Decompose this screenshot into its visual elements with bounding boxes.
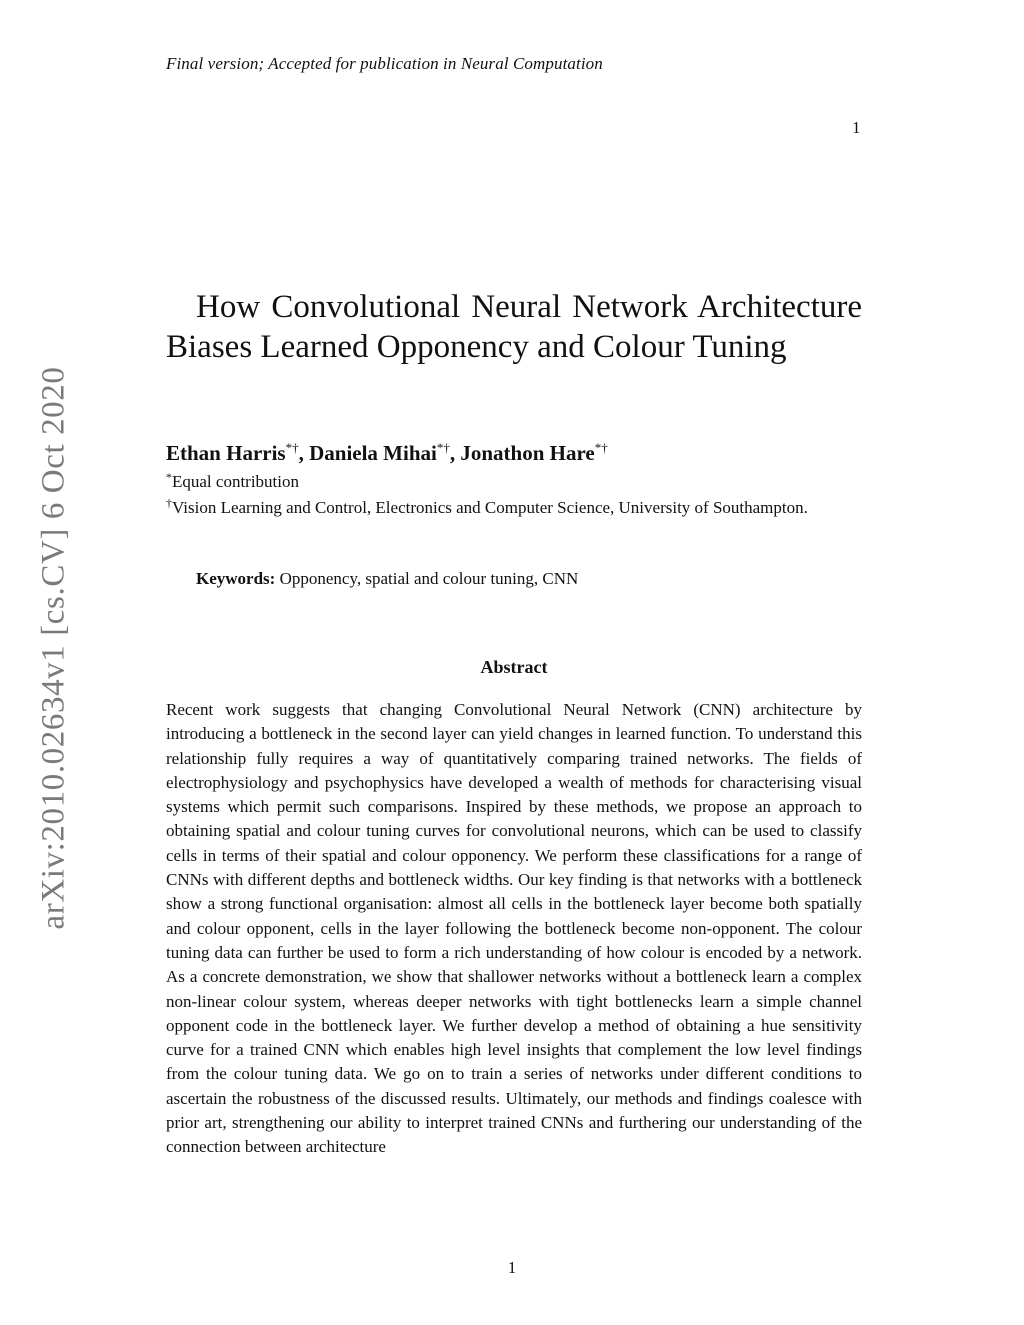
keywords bbox=[196, 569, 578, 589]
arxiv-identifier-stamp: arXiv:2010.02634v1 [cs.CV] 6 Oct 2020 bbox=[35, 366, 72, 930]
affiliation-text: Vision Learning and Control, Electronics and Computer Science, University of Southampton. bbox=[172, 498, 808, 517]
affiliation-mark: † bbox=[166, 496, 172, 510]
author-affiliation-marks: *† bbox=[594, 440, 608, 455]
affiliation-equal-contribution bbox=[166, 469, 299, 494]
abstract-heading: Abstract bbox=[480, 657, 548, 677]
footer-page-number: 1 bbox=[507, 1258, 517, 1277]
author-name: Daniela Mihai bbox=[309, 441, 437, 465]
running-header: Final version; Accepted for publication in Neural Computation bbox=[166, 54, 603, 73]
affiliation-text: Equal contribution bbox=[172, 472, 300, 491]
author-separator: , bbox=[449, 441, 461, 465]
affiliation-institution bbox=[166, 495, 890, 520]
header-page-number: 1 bbox=[852, 118, 861, 137]
keywords-text: Opponency, spatial and colour tuning, CNN bbox=[279, 569, 579, 588]
keywords-label: Keywords: bbox=[196, 569, 276, 588]
abstract-body: Recent work suggests that changing Convolutional Neural Network (CNN) architecture by introducing a bottleneck in the second layer can yield changes in learned function. To understand this relationship fully requires a way of quantitatively comparing trained networks. The fields of electrophysiology and psychophysics have developed a wealth of methods for characterising visual systems which permit such comparisons. Inspired by these methods, we propose an approach to obtaining spatial and colour tuning curves for convolutional neurons, which can be used to classify cells in terms of their spatial and colour opponency. We perform these classifications for a range of CNNs with different depths and bottleneck widths. Our key finding is that networks with a bottleneck show a strong functional organisation: almost all cells in the bottleneck layer become both spatially and colour opponent, cells in the layer following the bottleneck become non-opponent. The colour tuning data can further be used to form a rich understanding of how colour is encoded by a network. As a concrete demonstration, we show that shallower networks without a bottleneck learn a complex non-linear colour system, whereas deeper networks with tight bottlenecks learn a simple channel opponent code in the bottleneck layer. We further develop a method of obtaining a hue sensitivity curve for a trained CNN which enables high level insights that complement the low level findings from the colour tuning data. We go on to train a series of networks under different conditions to ascertain the robustness of the discussed results. Ultimately, our methods and findings coalesce with prior art, strengthening our ability to interpret trained CNNs and furthering our understanding of the connection between architecture bbox=[166, 700, 862, 1157]
author-separator: , bbox=[298, 441, 310, 465]
affiliation-mark: * bbox=[166, 470, 172, 484]
author-name: Jonathon Hare bbox=[460, 441, 595, 465]
author-name: Ethan Harris bbox=[166, 441, 286, 465]
author-affiliation-marks: *† bbox=[285, 440, 299, 455]
author-affiliation-marks: *† bbox=[436, 440, 450, 455]
author-list bbox=[166, 441, 608, 466]
paper-title: How Convolutional Neural Network Architecture Biases Learned Opponency and Colour Tuning bbox=[166, 289, 862, 365]
